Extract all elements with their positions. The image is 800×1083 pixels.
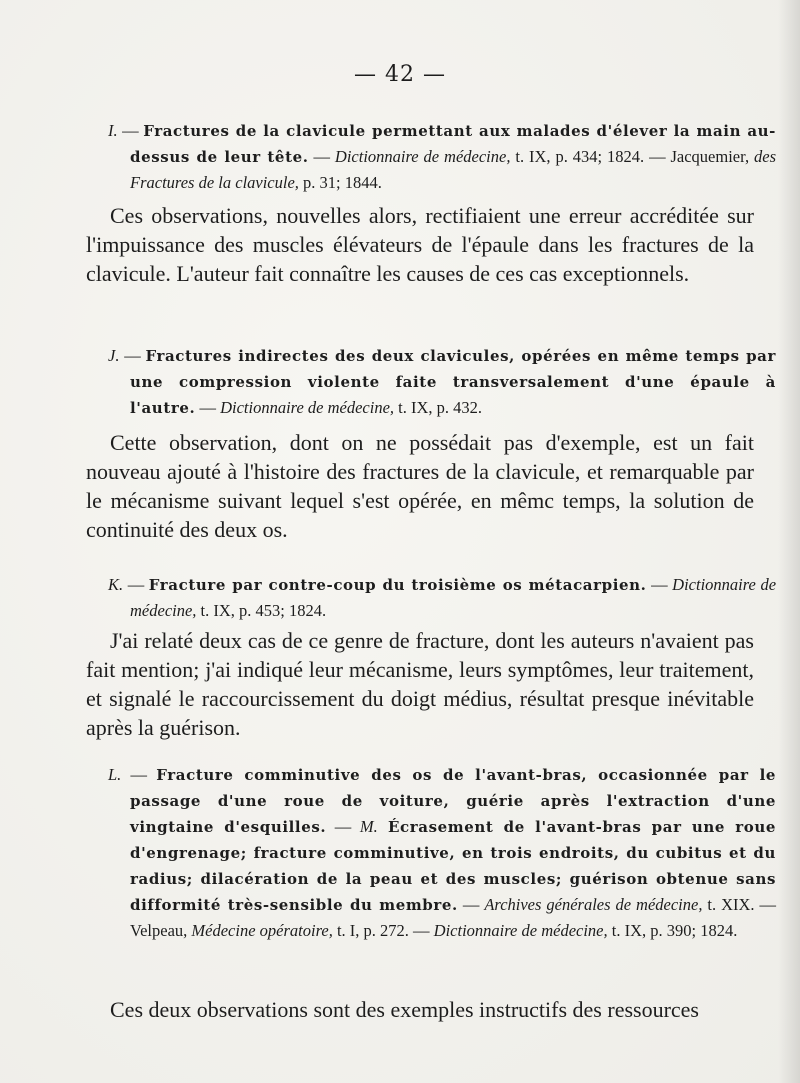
reference: t. IX, p. 390; 1824. [607,921,738,940]
entry-letter: M. [359,817,378,836]
entry-title: Écrasement de l'avant-bras par une roue d'engrenage; fracture comminutive, en trois endroits, du cubitus et du radius; dilacération de la peau et des muscles; guérison obtenue sans difformité très-sensible du membre. [130,818,777,914]
reference: t. XIX. — Velpeau, [130,895,776,940]
source-title: Dictionnaire de médecine, [334,147,511,166]
reference: p. 31; 1844. [298,173,382,192]
dash: — [457,895,485,914]
reference: t. IX, p. 453; 1824. [196,601,327,620]
source-title: Dictionnaire de médecine, [433,921,608,940]
source-title: Médecine opératoire, [191,921,333,940]
source-title: Dictionnaire de médecine, [220,398,395,417]
dash: — [121,765,157,784]
entry-k [108,572,776,624]
dash: — [326,817,360,836]
entry-j [108,343,776,421]
source-title: Archives générales de médecine, [484,895,703,914]
entry-letter: L. [108,765,122,784]
paragraph-4: Ces deux observations sont des exemples instructifs des ressources [110,997,699,1022]
paragraph-1: Ces observations, nouvelles alors, rectifiaient une erreur accréditée sur l'impuissance des muscles élévateurs de l'épaule dans les fractures de la clavicule. L'auteur fait connaître les causes de ces cas exceptionnels. [86,203,754,286]
entry-letter: J. [108,346,120,365]
dash: — [308,147,335,166]
entry-letter: I. [108,121,118,140]
source-title: des Fractures de la clavicule, [130,147,777,192]
dash: — [119,346,146,365]
entry-title: Fractures indirectes des deux clavicules, opérées en même temps par une compression violente faite transversalement d'une épaule à l'autre. [130,347,776,417]
reference: t. IX, p. 432. [394,398,483,417]
entry-i [108,118,776,196]
paragraph-3: J'ai relaté deux cas de ce genre de fracture, dont les auteurs n'avaient pas fait mention; j'ai indiqué leur mécanisme, leurs symptômes, leur traitement, et signalé le raccourcissement du doigt médius, résultat presque inévitable après la guérison. [86,628,754,740]
entry-title: Fracture par contre-coup du troisième os métacarpien. [148,576,647,594]
dash: — [646,575,673,594]
entry-title: Fracture comminutive des os de l'avant-bras, occasionnée par le passage d'une roue de voiture, guérie après l'extraction d'une vingtaine d'esquilles. [130,766,777,836]
dash: — [123,575,149,594]
dash: — [195,398,221,417]
page-number: — 42 — [354,62,446,87]
page-edge-shadow [778,0,800,1083]
entry-title: Fractures de la clavicule permettant aux malades d'élever la main au-dessus de leur tête. [130,122,776,166]
reference: t. I, p. 272. — [332,921,434,940]
paragraph-2: Cette observation, dont on ne possédait pas d'exemple, est un fait nouveau ajouté à l'histoire des fractures de la clavicule, et remarquable par le mécanisme suivant lequel s'est opérée, en mêmc temps, la solution de continuité des deux os. [86,430,754,542]
reference: t. IX, p. 434; 1824. — Jacquemier, [510,147,755,166]
source-title: Dictionnaire de médecine, [130,575,777,620]
dash: — [117,121,144,140]
entry-l [108,762,776,944]
entry-letter: K. [108,575,124,594]
